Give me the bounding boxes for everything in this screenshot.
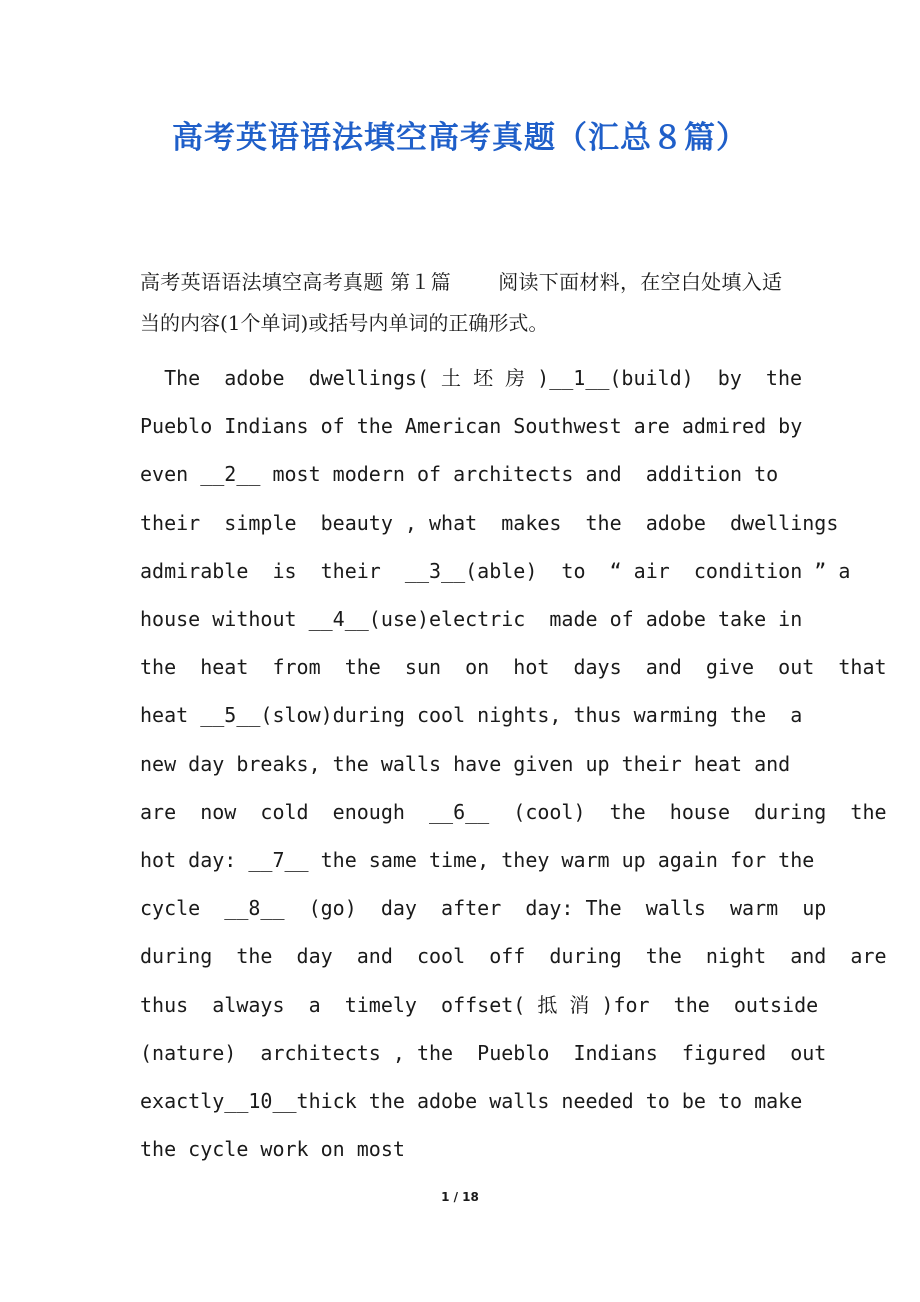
passage-line: the heat from the sun on hot days and give out that	[140, 655, 887, 680]
passage-line: thus always a timely offset( 抵 消 )for the outside	[140, 992, 819, 1017]
passage-line: heat __5__(slow)during cool nights, thus warming the a	[140, 703, 803, 728]
passage-line: The adobe dwellings( 土 坯 房 )__1__(build) by the	[140, 366, 803, 390]
passage-line: (nature) architects , the Pueblo Indians figured out	[140, 1040, 827, 1065]
passage-line: admirable is their __3__(able) to “ air condition ” a	[140, 558, 851, 583]
passage-line: cycle __8__ (go) day after day: The walls warm up	[140, 896, 827, 921]
passage-line: hot day: __7__ the same time, they warm up again for the	[140, 848, 815, 873]
page-indicator: 1 / 18	[441, 1190, 479, 1204]
passage-line: their simple beauty , what makes the adobe dwellings	[140, 510, 839, 535]
passage-body	[140, 354, 887, 1173]
document-title: 高考英语语法填空高考真题（汇总８篇）	[172, 120, 748, 156]
passage-line: exactly__10__thick the adobe walls needed to be to make	[140, 1089, 803, 1114]
passage-line: new day breaks, the walls have given up their heat and	[140, 751, 791, 776]
passage-line: Pueblo Indians of the American Southwest are admired by	[140, 414, 803, 439]
intro-paragraph: 高考英语语法填空高考真题 第１篇 阅读下面材料，在空白处填入适当的内容(1个单词)或括号内单词的正确形式。	[140, 270, 782, 335]
passage-line: even __2__ most modern of architects and addition to	[140, 462, 779, 487]
passage-line: during the day and cool off during the night and are	[140, 944, 887, 969]
passage-line: the cycle work on most	[140, 1137, 405, 1162]
passage-line: house without __4__(use)electric made of adobe take in	[140, 607, 803, 632]
passage-line: are now cold enough __6__ (cool) the house during the	[140, 799, 887, 824]
